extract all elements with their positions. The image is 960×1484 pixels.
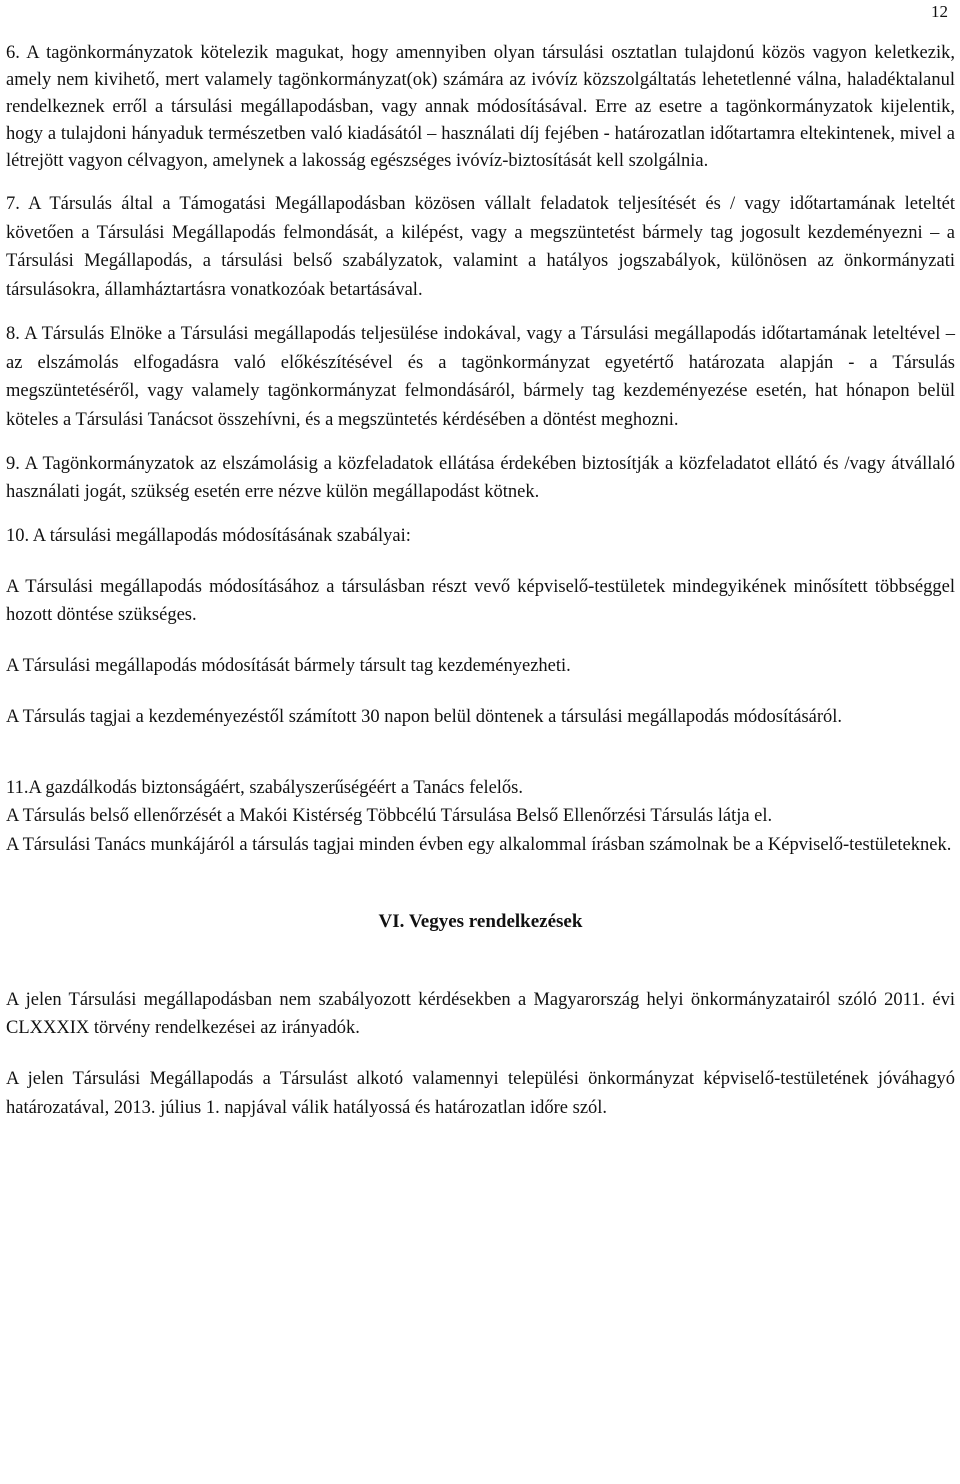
- paragraph-10-amendment-vote: A Társulási megállapodás módosításához a társulásban részt vevő képviselő-testületek mindegyikének minősített többséggel hozott döntése szükséges.: [6, 576, 955, 626]
- paragraph-10-amendment-deadline: A Társulás tagjai a kezdeményezéstől számított 30 napon belül döntenek a társulási megállapodás módosításáról.: [6, 706, 843, 727]
- paragraph-7: 7. A Társulás által a Támogatási Megállapodásban közösen vállalt feladatok teljesítését és / vagy időtartamának leteltét követően a Társulási Megállapodás felmondását, a kilépést, vagy a megszüntetést bármely tag jogosult kezdeményezni – a Társulási Megállapodás, a társulási belső szabályzatok, valamint a hatályos jogszabályok, különösen az önkormányzati társulásokra, államháztartásra vonatkozóak betartásával.: [6, 194, 955, 301]
- closing-paragraph-law: A jelen Társulási megállapodásban nem szabályozott kérdésekben a Magyarország helyi önkormányzatairól szóló 2011. évi CLXXXIX törvény rendelkezései az irányadók.: [6, 989, 955, 1039]
- paragraph-6: 6. A tagönkormányzatok kötelezik magukat, hogy amennyiben olyan társulási osztatlan tulajdonú közös vagyon keletkezik, amely nem kivihető, mert valamely tagönkormányzat(ok) számára az ivóvíz közszolgáltatás lehetetlenné válna, haladéktalanul rendelkeznek erről a társulási megállapodásban, vagy annak módosításával. Erre az esetre a tagönkormányzatok kijelentik, hogy a tulajdoni hányaduk természetben való kiadásától – használati díj fejében - határozatlan időtartamra eltekintenek, mivel a létrejött vagyon célvagyon, amelynek a lakosság egészséges ivóvíz-biztosítását kell szolgálnia.: [6, 43, 955, 171]
- page-number: 12: [931, 2, 948, 21]
- closing-paragraph-effective-date: A jelen Társulási Megállapodás a Társulást alkotó valamennyi települési önkormányzat képviselő-testületének jóváhagyó határozatával, 2013. július 1. napjával válik hatályossá és határozatlan időre szól.: [6, 1069, 955, 1118]
- paragraph-10: 10. A társulási megállapodás módosításának szabályai:: [6, 526, 411, 547]
- document-body: [6, 40, 955, 1122]
- paragraph-8: 8. A Társulás Elnöke a Társulási megállapodás teljesülése indokával, vagy a Társulási megállapodás időtartamának leteltével – az elszámolás elfogadásra való előkészítésével és a tagönkormányzat egyetértő határozata alapján - a Társulás megszüntetéséről, vagy valamely tagönkormányzat felmondásáról, bármely tag kezdeményezése esetén, hat hónapon belül köteles a Társulási Tanácsot összehívni, és a megszüntetés kérdésében a döntést meghozni.: [6, 323, 955, 430]
- paragraph-11-finance: 11.A gazdálkodás biztonságáért, szabályszerűségéért a Tanács felelős.: [6, 777, 524, 798]
- paragraph-9: 9. A Tagönkormányzatok az elszámolásig a közfeladatok ellátása érdekében biztosítják a közfeladatot ellátó és /vagy átvállaló használati jogát, szükség esetén erre nézve külön megállapodást kötnek.: [6, 453, 955, 503]
- paragraph-11-audit: A Társulás belső ellenőrzését a Makói Kistérség Többcélú Társulása Belső Ellenőrzési Társulás látja el.: [6, 806, 773, 827]
- paragraph-11-reporting: A Társulási Tanács munkájáról a társulás tagjai minden évben egy alkalommal írásban számolnak be a Képviselő-testületeknek.: [6, 834, 952, 855]
- paragraph-10-amendment-initiation: A Társulási megállapodás módosítását bármely társult tag kezdeményezheti.: [6, 656, 571, 677]
- section-heading: VI. Vegyes rendelkezések: [378, 910, 583, 932]
